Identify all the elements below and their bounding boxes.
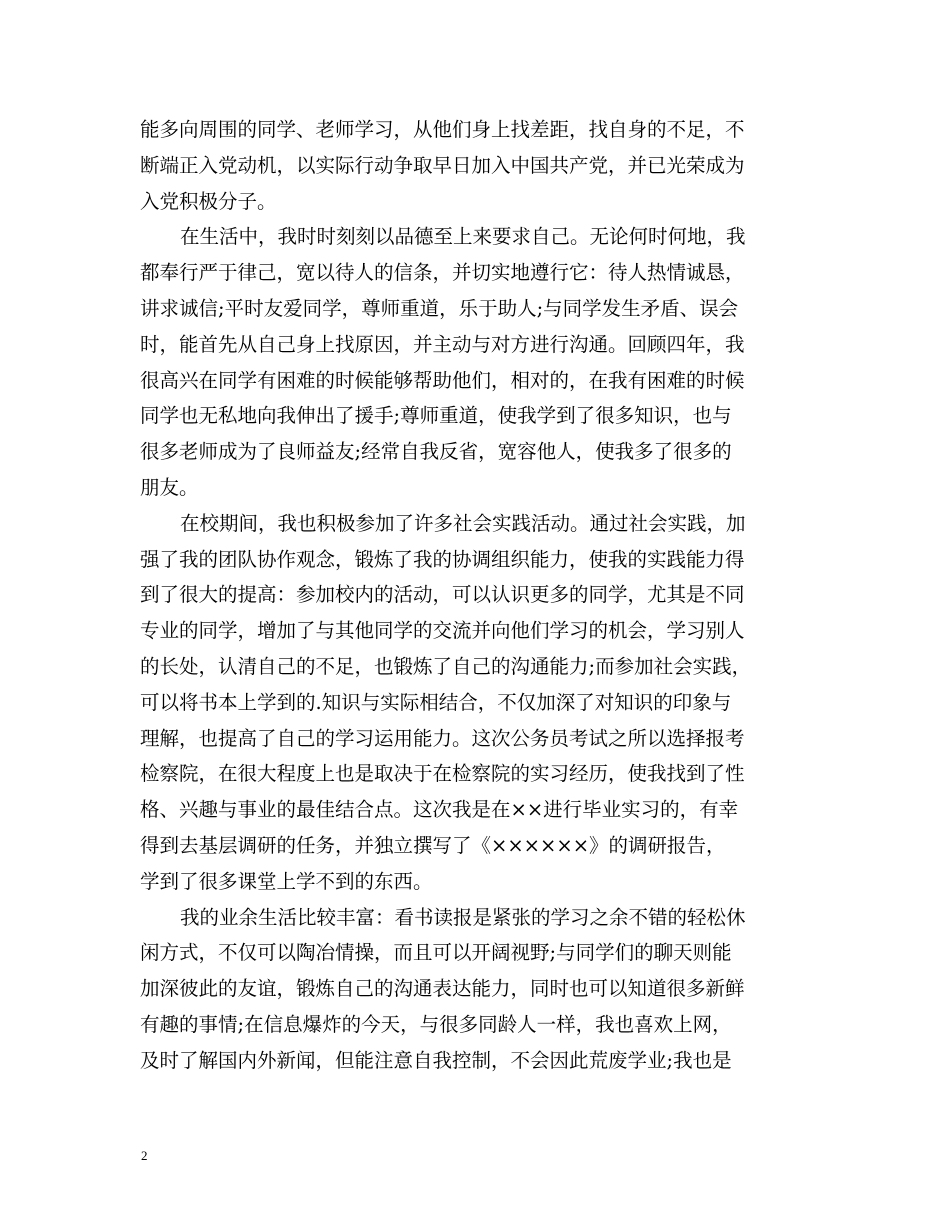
text-line: 到了很大的提高：参加校内的活动，可以认识更多的同学，尤其是不同 [140,583,745,607]
paragraph-3 [140,506,820,900]
text-line: 很高兴在同学有困难的时候能够帮助他们，相对的，在我有困难的时候 [140,368,745,392]
text-line: 格、兴趣与事业的最佳结合点。这次我是在××进行毕业实习的，有幸 [140,798,739,822]
text-line: 同学也无私地向我伸出了援手;尊师重道，使我学到了很多知识，也与 [140,404,732,428]
text-line: 都奉行严于律己，宽以待人的信条，并切实地遵行它：待人热情诚恳， [140,261,745,285]
text-line: 及时了解国内外新闻，但能注意自我控制，不会因此荒废学业;我也是 [140,1048,732,1072]
text-line: 检察院，在很大程度上也是取决于在检察院的实习经历，使我找到了性 [140,762,745,786]
page-number: 2 [141,1148,148,1163]
body-text [140,112,820,1079]
text-line: 强了我的团队协作观念，锻炼了我的协调组织能力，使我的实践能力得 [140,547,745,571]
text-line: 讲求诚信;平时友爱同学，尊师重道，乐于助人;与同学发生矛盾、误会 [140,296,739,320]
text-line: 有趣的事情;在信息爆炸的今天，与很多同龄人一样，我也喜欢上网， [140,1012,732,1036]
text-line: 在生活中，我时时刻刻以品德至上来要求自己。无论何时何地，我 [180,225,746,249]
text-line: 朋友。 [140,475,199,499]
text-line: 加深彼此的友谊，锻炼自己的沟通表达能力，同时也可以知道很多新鲜 [140,977,745,1001]
text-line: 理解，也提高了自己的学习运用能力。这次公务员考试之所以选择报考 [140,726,745,750]
text-line: 可以将书本上学到的.知识与实际相结合，不仅加深了对知识的印象与 [140,690,732,714]
paragraph-4 [140,900,820,1079]
text-line: 在校期间，我也积极参加了许多社会实践活动。通过社会实践，加 [180,511,746,535]
text-line: 专业的同学，增加了与其他同学的交流并向他们学习的机会，学习别人 [140,619,745,643]
text-line: 断端正入党动机，以实际行动争取早日加入中国共产党，并已光荣成为 [140,153,745,177]
text-line: 很多老师成为了良师益友;经常自我反省，宽容他人，使我多了很多的 [140,440,732,464]
text-line: 时，能首先从自己身上找原因，并主动与对方进行沟通。回顾四年，我 [140,332,745,356]
text-line: 的长处，认清自己的不足，也锻炼了自己的沟通能力;而参加社会实践， [140,654,752,678]
text-line: 入党积极分子。 [140,189,277,213]
text-line: 学到了很多课堂上学不到的东西。 [140,869,433,893]
text-line: 我的业余生活比较丰富：看书读报是紧张的学习之余不错的轻松休 [180,905,746,929]
text-line: 能多向周围的同学、老师学习，从他们身上找差距，找自身的不足，不 [140,118,745,141]
text-line: 得到去基层调研的任务，并独立撰写了《××××××》的调研报告， [140,833,726,857]
text-line: 闲方式，不仅可以陶冶情操，而且可以开阔视野;与同学们的聊天则能 [140,941,732,965]
paragraph-1 [140,112,820,219]
paragraph-2 [140,219,820,505]
